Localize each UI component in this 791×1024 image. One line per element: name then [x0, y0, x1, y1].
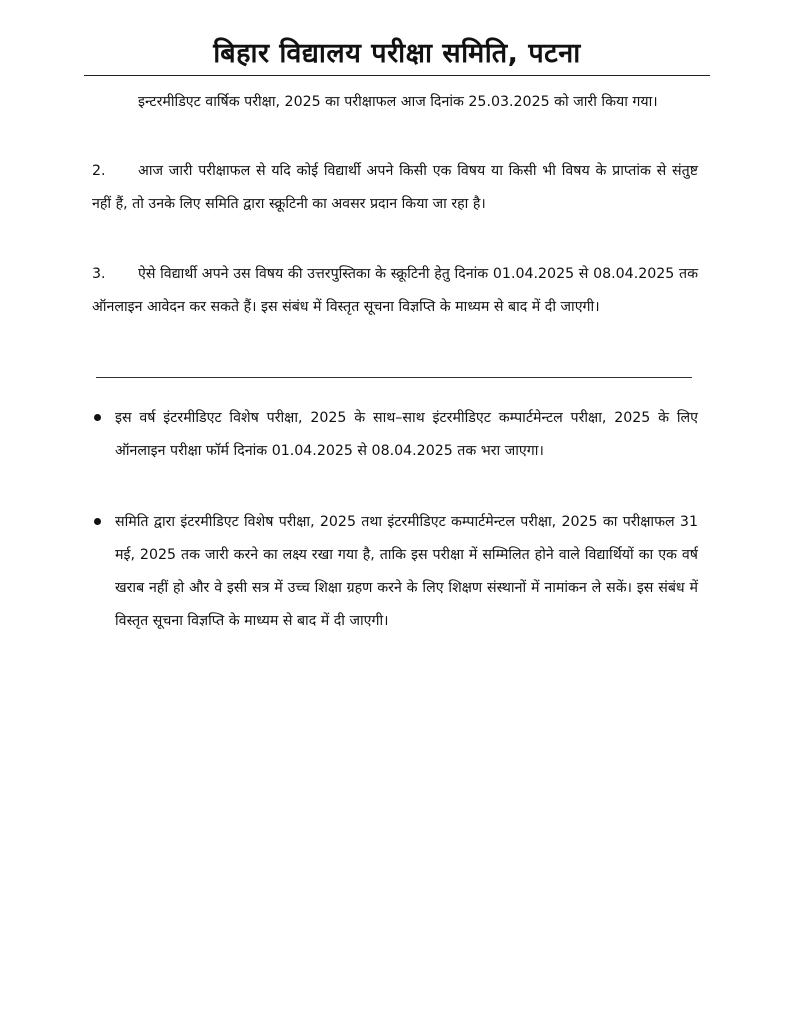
- page-title: बिहार विद्यालय परीक्षा समिति, पटना: [213, 38, 581, 69]
- bullet-list-1: [92, 402, 698, 468]
- paragraph-2: [92, 155, 698, 221]
- title-underline: [84, 75, 710, 76]
- paragraph-2-number: 2.: [92, 163, 106, 179]
- bullet-dot-icon: [94, 414, 101, 421]
- paragraph-3: [92, 258, 698, 324]
- bullet-item-2-text: समिति द्वारा इंटरमीडिएट विशेष परीक्षा, 2025 तथा इंटरमीडिएट कम्पार्टमेन्टल परीक्षा, 2025 का परीक्षाफल 31 मई, 2025 तक जारी करने का लक्ष्य रखा गया है, ताकि इस परीक्षा में सम्मिलित होने वाले विद्यार्थियों का एक वर्ष खराब नहीं हो और वे इसी सत्र में उच्च शिक्षा ग्रहण करने के लिए शिक्षण संस्थानों में नामांकन ले सकें। इस संबंध में विस्तृत सूचना विज्ञप्ति के माध्यम से बाद में दी जाएगी।: [115, 514, 698, 629]
- paragraph-2-text: आज जारी परीक्षाफल से यदि कोई विद्यार्थी अपने किसी एक विषय या किसी भी विषय के प्राप्तांक से संतुष्ट नहीं हैं, तो उनके लिए समिति द्वारा स्क्रूटिनी का अवसर प्रदान किया जा रहा है।: [92, 163, 698, 212]
- paragraph-1: [92, 86, 698, 119]
- bullet-list-2: [92, 506, 698, 638]
- section-divider: [96, 377, 692, 378]
- paragraph-3-text: ऐसे विद्यार्थी अपने उस विषय की उत्तरपुस्तिका के स्क्रूटिनी हेतु दिनांक 01.04.2025 से 08.04.2025 तक ऑनलाइन आवेदन कर सकते हैं। इस संबंध में विस्तृत सूचना विज्ञप्ति के माध्यम से बाद में दी जाएगी।: [92, 266, 698, 315]
- bullet-item-2: [92, 506, 698, 638]
- bullet-item-1: [92, 402, 698, 468]
- paragraph-3-number: 3.: [92, 266, 106, 282]
- bullet-item-1-text: इस वर्ष इंटरमीडिएट विशेष परीक्षा, 2025 के साथ–साथ इंटरमीडिएट कम्पार्टमेन्टल परीक्षा, 2025 के लिए ऑनलाइन परीक्षा फॉर्म दिनांक 01.04.2025 से 08.04.2025 तक भरा जाएगा।: [115, 410, 698, 459]
- paragraph-1-text: इन्टरमीडिएट वार्षिक परीक्षा, 2025 का परीक्षाफल आज दिनांक 25.03.2025 को जारी किया गया।: [138, 94, 658, 110]
- bullet-dot-icon: [94, 518, 101, 525]
